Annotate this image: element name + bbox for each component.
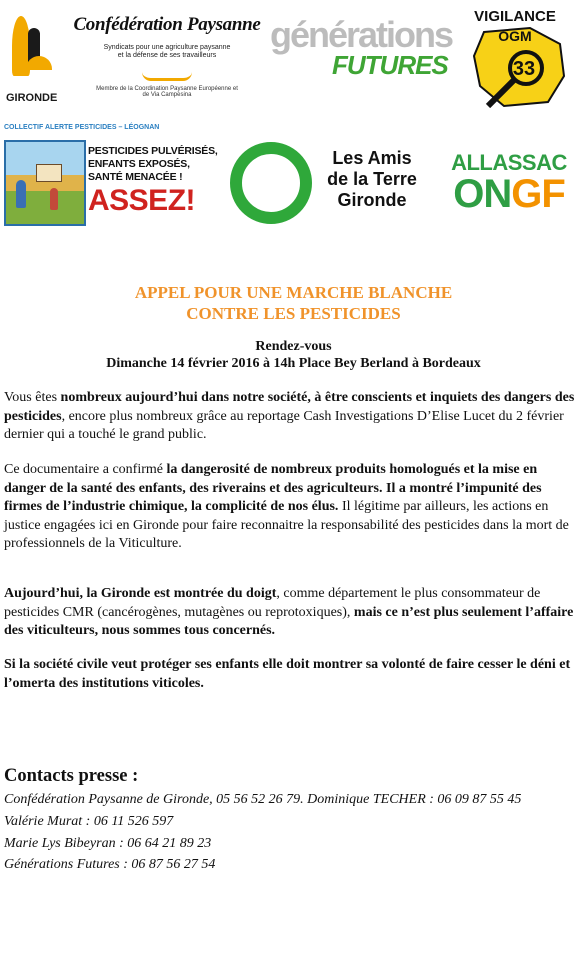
amis-line-3: Gironde: [337, 190, 407, 210]
generations-text: générations: [270, 14, 453, 55]
page-title-line-1: APPEL POUR UNE MARCHE BLANCHE: [134, 283, 453, 302]
contact-line: Générations Futures : 06 87 56 27 54: [4, 857, 216, 872]
assez-line-2: ENFANTS EXPOSÉS,: [88, 158, 190, 170]
confederation-paysanne-gironde-logo: [6, 6, 58, 106]
paragraph-1: Vous êtes nombreux aujourd’hui dans notre société, à être conscients et inquiets des dangers des pesticides, encore plus nombreux grâce au reportage Cash Investigations D’Elise Lucet du 2 février dernier qui a touché le grand public.: [4, 390, 575, 442]
paragraph-4: Si la société civile veut protéger ses enfants elle doit montrer sa volonté de faire cesser le déni et l’omerta des institutions viticoles.: [4, 657, 571, 691]
child-figure-icon: [16, 180, 26, 208]
futures-text: FUTURES: [332, 50, 448, 80]
amis-de-la-terre-logo: [228, 142, 428, 226]
assez-line-1: PESTICIDES PULVÉRISÉS,: [88, 145, 218, 157]
page-title-line-2: CONTRE LES PESTICIDES: [186, 304, 401, 323]
sun-icon: [26, 56, 52, 70]
house-icon: [36, 164, 62, 182]
contacts-heading: Contacts presse :: [4, 766, 139, 786]
assez-line-3: SANTÉ MENACÉE !: [88, 171, 183, 183]
paragraph-2: Ce documentaire a confirmé la dangerosité de nombreux produits homologués et la mise en danger de la santé des enfants, des riverains et des agriculteurs. Il a montré l’impunité des firmes de l’industrie chimique, la complicité de nos élus. Il légitime par ailleurs, les actions en justice engagées ici en Gironde pour faire reconnaitre la responsabilité des pesticides dans la mort de professionnels de la Viticulture.: [4, 462, 569, 551]
ongf-text: ONGF: [453, 172, 565, 216]
event-date-location: Dimanche 14 février 2016 à 14h Place Bey Berland à Bordeaux: [106, 356, 481, 371]
swoosh-icon: [142, 72, 192, 81]
allassac-text: ALLASSAC: [451, 150, 567, 175]
assez-campaign-logo: [4, 140, 218, 225]
assez-headline: ASSEZ!: [88, 184, 196, 217]
collectif-label: COLLECTIF ALERTE PESTICIDES – LÉOGNAN: [4, 124, 160, 131]
rendezvous-label: Rendez-vous: [255, 339, 332, 354]
generations-futures-logo: [270, 12, 453, 82]
contact-line: Valérie Murat : 06 11 526 597: [4, 814, 174, 829]
contact-line: Confédération Paysanne de Gironde, 05 56 52 26 79. Dominique TECHER : 06 09 87 55 45: [4, 792, 522, 807]
confederation-title: Confédération Paysanne: [73, 14, 261, 35]
department-number: 33: [512, 58, 536, 80]
vigilance-text: VIGILANCE: [474, 8, 556, 25]
logo-label-gironde: GIRONDE: [6, 92, 58, 104]
confederation-paysanne-logo: [72, 10, 262, 105]
amis-line-2: de la Terre: [327, 169, 417, 189]
paragraph-3: Aujourd’hui, la Gironde est montrée du doigt, comme département le plus consommateur de pesticides CMR (cancérogènes, mutagènes ou reprotoxiques), mais ce n’est plus seulement l’affaire des viticulteurs, nous sommes tous concernés.: [4, 586, 574, 638]
earth-ring-icon: [230, 142, 312, 224]
confederation-member-note: Membre de la Coordination Paysanne Européenne et de Via Campesina: [96, 86, 238, 98]
allassac-ongf-logo: [446, 150, 572, 220]
child-figure-icon: [50, 188, 58, 210]
confederation-subtitle: Syndicats pour une agriculture paysanne et la défense de ses travailleurs: [103, 44, 231, 59]
vigilance-ogm-logo: [460, 6, 570, 114]
amis-line-1: Les Amis: [332, 148, 412, 168]
children-field-illustration: [4, 140, 86, 226]
ogm-text: OGM: [498, 28, 532, 44]
contact-line: Marie Lys Bibeyran : 06 64 21 89 23: [4, 836, 212, 851]
